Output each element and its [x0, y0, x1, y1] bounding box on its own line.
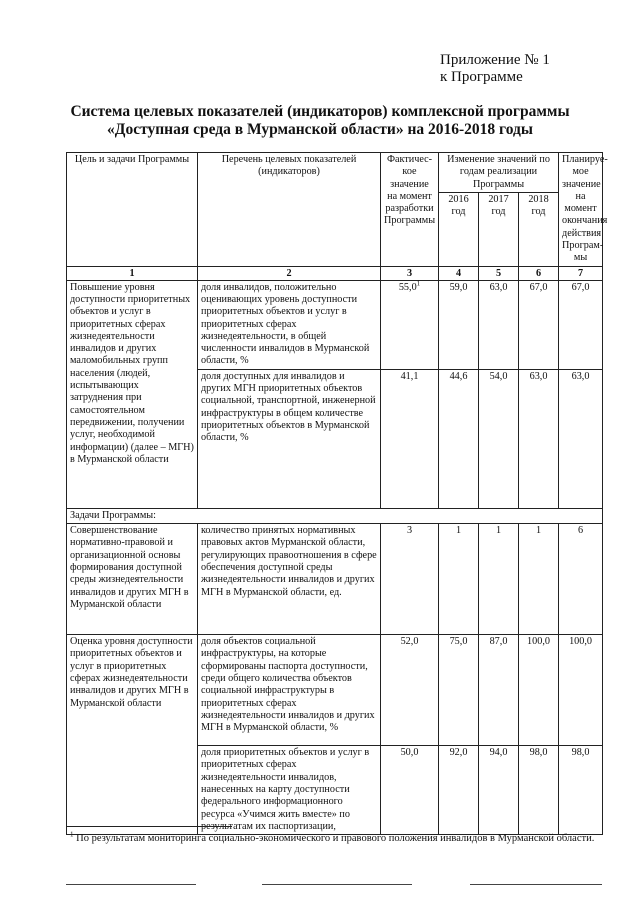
actual-cell: 52,0 [381, 635, 439, 746]
document-title [40, 103, 600, 139]
actual-cell: 41,1 [381, 369, 439, 508]
col-number: 4 [439, 266, 479, 280]
table-row [67, 635, 603, 746]
value-2018-cell: 63,0 [519, 369, 559, 508]
task-cell: Оценка уровня доступности приоритетных объектов и услуг в приоритетных сферах жизнедеятельности инвалидов и других МГН в Мурманской области [67, 635, 198, 835]
indicator-cell: доля доступных для инвалидов и других МГН приоритетных объектов социальной, транспортной, инженерной инфраструктуры в общем количестве приоритетных объектов в Мурманской области, % [198, 369, 381, 508]
planned-cell: 63,0 [559, 369, 603, 508]
header-indicators: Перечень целевых показателей (индикаторов) [198, 153, 381, 267]
footnote [70, 832, 600, 845]
value-2018-cell: 98,0 [519, 746, 559, 835]
col-number: 2 [198, 266, 381, 280]
value-2017-cell: 63,0 [479, 280, 519, 369]
scan-edge-line [66, 884, 196, 885]
footnote-divider [66, 826, 232, 827]
value-2018-cell: 100,0 [519, 635, 559, 746]
actual-cell [381, 280, 439, 369]
actual-cell: 50,0 [381, 746, 439, 835]
indicator-cell: количество принятых нормативных правовых актов Мурманской области, регулирующих правоотношения в сфере обеспечения доступной среды жизнедеятельности инвалидов и других МГН в Мурманской области, ед. [198, 524, 381, 635]
value-2016-cell: 44,6 [439, 369, 479, 508]
value-2016-cell: 75,0 [439, 635, 479, 746]
header-goal: Цель и задачи Программы [67, 153, 198, 267]
header-row [67, 153, 603, 193]
col-number: 3 [381, 266, 439, 280]
value-2016-cell: 59,0 [439, 280, 479, 369]
column-number-row [67, 266, 603, 280]
footnote-ref: 1 [416, 279, 421, 288]
indicator-cell: доля инвалидов, положительно оценивающих уровень доступности приоритетных объектов и услуг в приоритетных сферах жизнедеятельности, в общей численности инвалидов в Мурманской области, % [198, 280, 381, 369]
header-2016: 2016 год [439, 192, 479, 266]
task-cell: Совершенствование нормативно-правовой и организационной основы формирования доступной среды жизнедеятельности инвалидов и других МГН в Мурманской области [67, 524, 198, 635]
header-actual: Фактичес-кое значение на момент разработки Программы [381, 153, 439, 267]
header-2018: 2018 год [519, 192, 559, 266]
annex-line-1: Приложение № 1 [440, 52, 550, 68]
table-row [67, 280, 603, 369]
title-line-2: «Доступная среда в Мурманской области» на 2016-2018 годы [107, 121, 533, 138]
col-number: 1 [67, 266, 198, 280]
planned-cell: 67,0 [559, 280, 603, 369]
annex-line-2: к Программе [440, 69, 523, 85]
value-2017-cell: 94,0 [479, 746, 519, 835]
value-2018-cell: 67,0 [519, 280, 559, 369]
actual-value: 55,0 [398, 281, 417, 293]
footnote-mark: 1 [70, 830, 74, 839]
col-number: 7 [559, 266, 603, 280]
title-line-1: Система целевых показателей (индикаторов) комплексной программы [70, 103, 570, 120]
planned-cell: 6 [559, 524, 603, 635]
value-2017-cell: 54,0 [479, 369, 519, 508]
annex-label [440, 52, 550, 86]
footnote-text: По результатам мониторинга социально-экономического и правового положения инвалидов в Мурманской области. [76, 833, 595, 844]
indicator-cell: доля приоритетных объектов и услуг в приоритетных сферах жизнедеятельности инвалидов, нанесенных на карту доступности федерального информационного ресурса «Учимся жить вместе» по результатам их паспортизации, [198, 746, 381, 835]
tasks-heading-row [67, 508, 603, 523]
col-number: 6 [519, 266, 559, 280]
planned-cell: 100,0 [559, 635, 603, 746]
header-change: Изменение значений по годам реализации Программы [439, 153, 559, 193]
table-row [67, 524, 603, 635]
value-2016-cell: 92,0 [439, 746, 479, 835]
value-2018-cell: 1 [519, 524, 559, 635]
scan-edge-line [470, 884, 602, 885]
planned-cell: 98,0 [559, 746, 603, 835]
header-2017: 2017 год [479, 192, 519, 266]
value-2017-cell: 87,0 [479, 635, 519, 746]
col-number: 5 [479, 266, 519, 280]
scan-edge-line [262, 884, 412, 885]
value-2016-cell: 1 [439, 524, 479, 635]
tasks-heading: Задачи Программы: [67, 508, 603, 523]
header-planned: Планируе-мое значение на момент окончания действия Програм-мы [559, 153, 603, 267]
value-2017-cell: 1 [479, 524, 519, 635]
indicator-cell: доля объектов социальной инфраструктуры, на которые сформированы паспорта доступности, среди общего количества объектов социальной инфраструктуры в приоритетных сферах жизнедеятельности инвалидов и других МГН в Мурманской области, % [198, 635, 381, 746]
goal-cell: Повышение уровня доступности приоритетных объектов и услуг в приоритетных сферах жизнедеятельности инвалидов и других маломобильных групп населения (людей, испытывающих затруднения при самостоятельном передвижении, получении услуг, необходимой информации) (далее – МГН) в Мурманской области [67, 280, 198, 508]
indicators-table [66, 152, 608, 835]
actual-cell: 3 [381, 524, 439, 635]
